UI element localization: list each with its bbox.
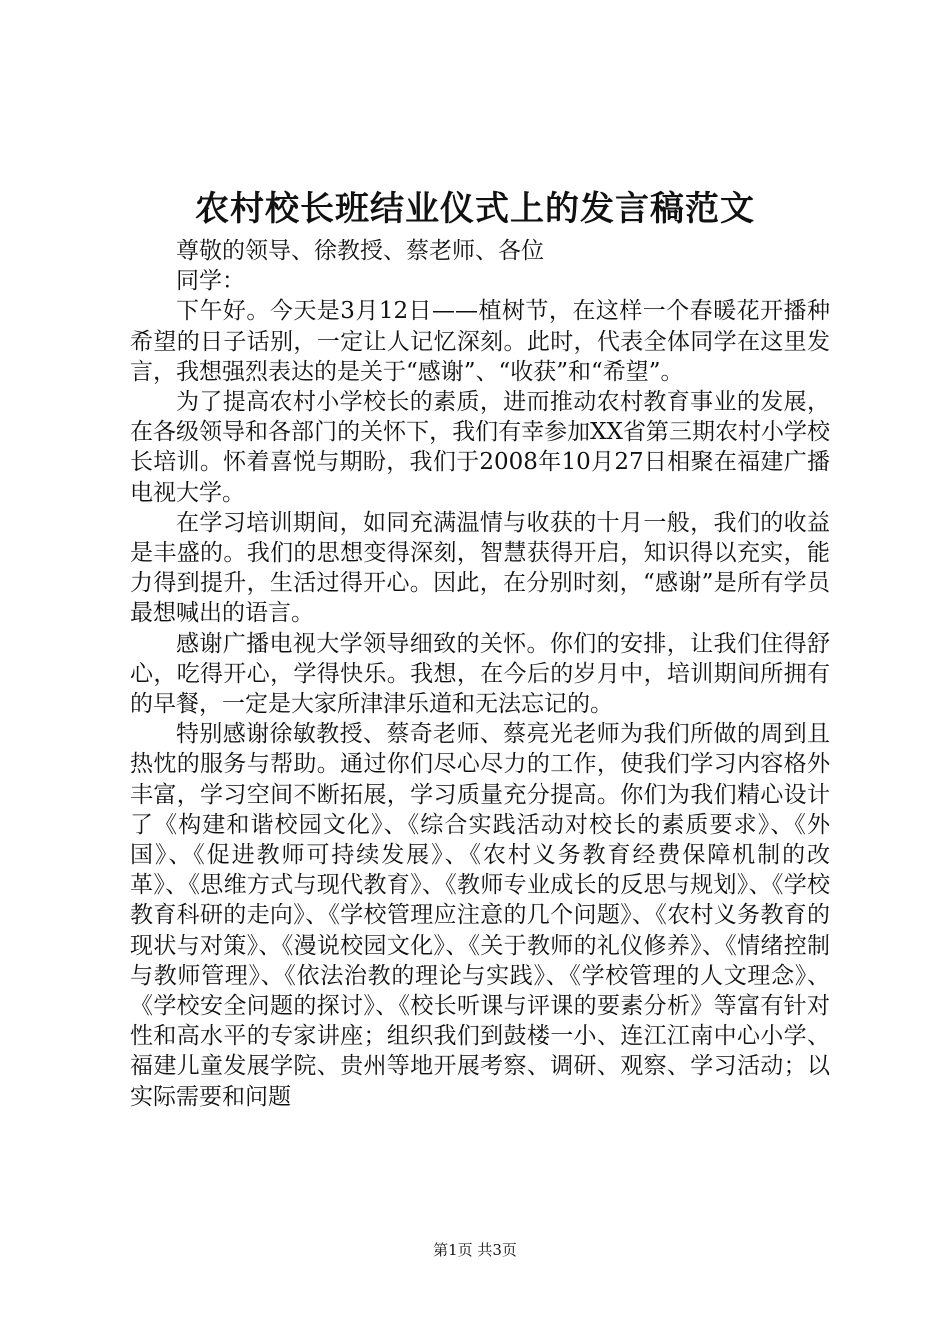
page-footer: 第1页 共3页 (433, 1241, 517, 1259)
body-paragraph: 特别感谢徐敏教授、蔡奇老师、蔡亮光老师为我们所做的周到且热忱的服务与帮助。通过你们尽心尽力的工作，使我们学习内容格外丰富，学习空间不断拓展，学习质量充分提高。你们为我们精心设计了《构建和谐校园文化》、《综合实践活动对校长的素质要求》、《外国》、《促进教师可持续发展》、《农村义务教育经费保障机制的改革》、《思维方式与现代教育》、《教师专业成长的反思与规划》、《学校教育科研的走向》、《学校管理应注意的几个问题》、《农村义务教育的现状与对策》、《漫说校园文化》、《关于教师的礼仪修养》、《情绪控制与教师管理》、《依法治教的理论与实践》、《学校管理的人文理念》、《学校安全问题的探讨》、《校长听课与评课的要素分析》等富有针对性和高水平的专家讲座；组织我们到鼓楼一小、连江江南中心小学、福建儿童发展学院、贵州等地开展考察、调研、观察、学习活动；以实际需要和问题 (130, 721, 830, 1110)
body-paragraph: 为了提高农村小学校长的素质，进而推动农村教育事业的发展，在各级领导和各部门的关怀下，我们有幸参加XX省第三期农村小学校长培训。怀着喜悦与期盼，我们于2008年10月27日相聚在福建广播电视大学。 (130, 389, 830, 506)
salutation-line: 同学： (176, 268, 245, 295)
body-paragraph: 下午好。今天是3月12日——植树节，在这样一个春暖花开播种希望的日子话别，一定让人记忆深刻。此时，代表全体同学在这里发言，我想强烈表达的是关于“感谢”、“收获”和“希望”。 (130, 298, 830, 385)
body-paragraph: 在学习培训期间，如同充满温情与收获的十月一般，我们的收益是丰盛的。我们的思想变得深刻，智慧获得开启，知识得以充实，能力得到提升，生活过得开心。因此，在分别时刻，“感谢”是所有学员最想喊出的语言。 (130, 509, 830, 627)
document-body (130, 236, 830, 1112)
salutation-line: 尊敬的领导、徐教授、蔡老师、各位 (176, 238, 544, 264)
document-title: 农村校长班结业仪式上的发言稿范文 (195, 189, 755, 229)
body-paragraph: 感谢广播电视大学领导细致的关怀。你们的安排，让我们住得舒心，吃得开心，学得快乐。我想，在今后的岁月中，培训期间所拥有的早餐，一定是大家所津津乐道和无法忘记的。 (130, 630, 830, 718)
